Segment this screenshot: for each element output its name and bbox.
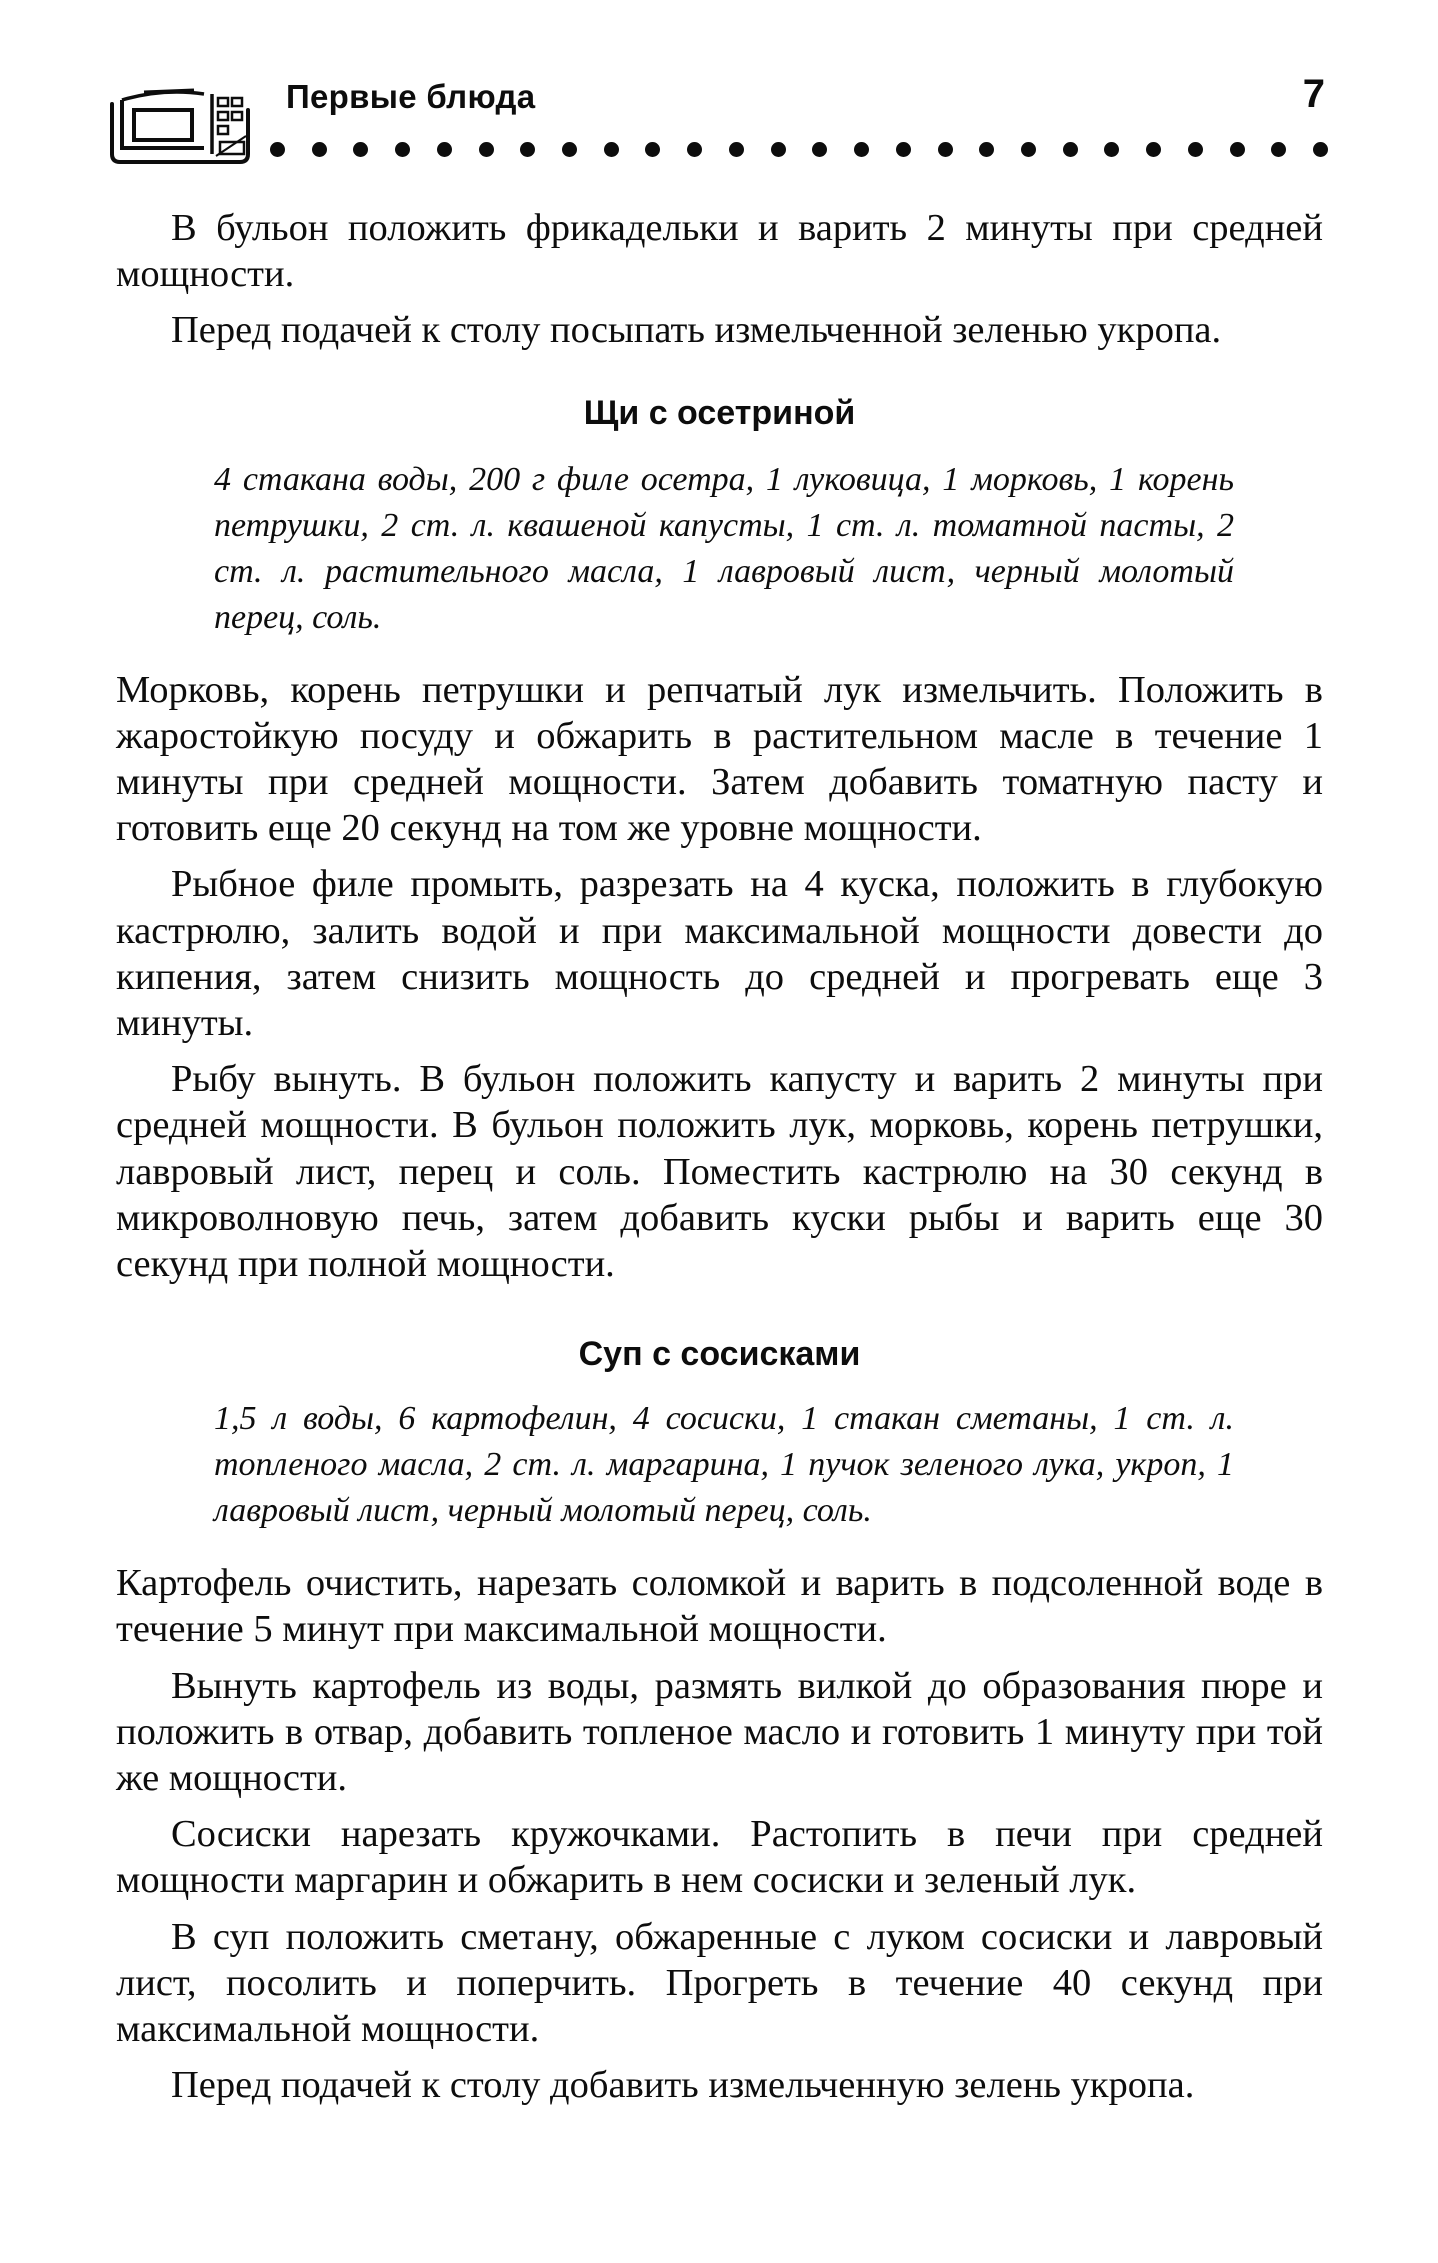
rule-dot [604,142,619,157]
paragraph: Морковь, корень петрушки и репчатый лук измельчить. Положить в жаростойкую посуду и обжарить в растительном масле в течение 1 минуты при средней мощности. Затем добавить томатную пасту и готовить еще 20 секунд на том же уровне мощности. [116,668,1323,850]
rule-dot [1104,142,1119,157]
rule-dot [1063,142,1078,157]
rule-dot [1313,142,1328,157]
rule-dot [896,142,911,157]
paragraph: Перед подачей к столу посыпать измельченной зеленью укропа. [171,309,1222,352]
rule-dot [479,142,494,157]
section-title: Первые блюда [286,78,536,115]
rule-dot [1188,142,1203,157]
rule-dot [645,142,660,157]
rule-dot [1230,142,1245,157]
rule-dot [520,142,535,157]
paragraph: Вынуть картофель из воды, размять вилкой до образования пюре и положить в отвар, добавить топленое масло и готовить 1 минуту при той же мощности. [116,1664,1323,1800]
rule-dot [270,142,285,157]
rule-dot [1271,142,1286,157]
rule-dot [312,142,327,157]
rule-dot [353,142,368,157]
rule-dot [854,142,869,157]
page-header [100,62,1325,162]
ingredients-list: 4 стакана воды, 200 г филе осетра, 1 луковица, 1 морковь, 1 корень петрушки, 2 ст. л. квашеной капусты, 1 ст. л. томатной пасты, 2 ст. л. растительного масла, 1 лавровый лист, черный молотый перец, соль. [214,460,1234,636]
rule-dot [562,142,577,157]
rule-dot [729,142,744,157]
paragraph: Рыбное филе промыть, разрезать на 4 куска, положить в глубокую кастрюлю, залить водой и при максимальной мощности довести до кипения, затем снизить мощность до средней и прогревать еще 3 минуты. [116,863,1323,1045]
ingredients-list: 1,5 л воды, 6 картофелин, 4 сосиски, 1 стакан сметаны, 1 ст. л. топленого масла, 2 ст. л. маргарина, 1 пучок зеленого лука, укроп, 1 лавровый лист, черный молотый перец, соль. [214,1400,1234,1530]
rule-dot [771,142,786,157]
rule-dot [979,142,994,157]
rule-dot [1146,142,1161,157]
rule-dot [938,142,953,157]
rule-dot [1021,142,1036,157]
rule-dot [395,142,410,157]
page-content [116,205,1323,2108]
paragraph: Сосиски нарезать кружочками. Растопить в печи при средней мощности маргарин и обжарить в нем сосиски и зеленый лук. [116,1813,1323,1902]
paragraph: Перед подачей к столу добавить измельченную зелень укропа. [171,2064,1195,2107]
microwave-icon [108,70,258,166]
page-number: 7 [1302,72,1325,116]
recipe-title: Щи с осетриной [583,393,856,432]
paragraph: В суп положить сметану, обжаренные с луком сосиски и лавровый лист, посолить и поперчить. Прогреть в течение 40 секунд при максимальной мощности. [116,1915,1323,2051]
rule-dot [437,142,452,157]
dotted-rule [270,140,1328,158]
paragraph: В бульон положить фрикадельки и варить 2 минуты при средней мощности. [116,207,1323,296]
rule-dot [812,142,827,157]
paragraph: Рыбу вынуть. В бульон положить капусту и варить 2 минуты при средней мощности. В бульон положить лук, морковь, корень петрушки, лавровый лист, перец и соль. Поместить кастрюлю на 30 секунд в микроволновую печь, затем добавить куски рыбы и варить еще 30 секунд при полной мощности. [116,1058,1323,1286]
rule-dot [687,142,702,157]
paragraph: Картофель очистить, нарезать соломкой и варить в подсоленной воде в течение 5 минут при максимальной мощности. [116,1562,1323,1651]
recipe-title: Суп с сосисками [578,1335,861,1374]
